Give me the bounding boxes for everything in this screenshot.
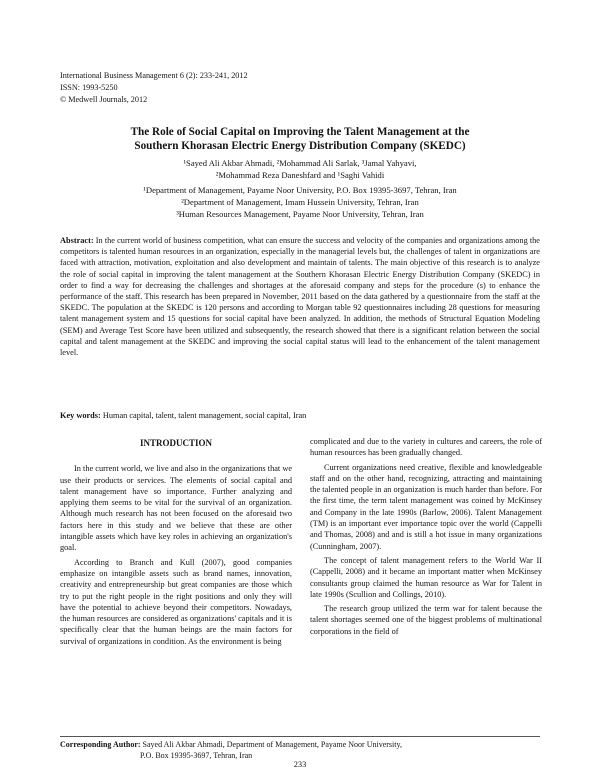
paper-title — [90, 125, 510, 153]
body-column-left — [60, 438, 292, 650]
abstract — [60, 235, 540, 358]
author-list — [90, 158, 510, 181]
corresponding-author-line-2: P.O. Box 19395-3697, Tehran, Iran — [140, 750, 253, 760]
journal-citation: International Business Management 6 (2): 233-241, 2012 — [60, 71, 248, 80]
author-line-1: ¹Sayed Ali Akbar Ahmadi, ²Mohammad Ali Sarlak, ³Jamal Yahyavi, — [183, 158, 417, 168]
abstract-text: In the current world of business competition, what can ensure the success and velocity of the companies and organizations among the competitors is talented human resources in an organization, especially in the managerial levels but, the challenges of talent in organizations are faced with attraction, motivation, exploitation and also development and maintain of talents. The main objective of this research is to analyze the role of social capital in improving the talent management at the Southern Khorasan Electric Energy Distribution Company (SKEDC) in order to find a way for decreasing the challenges and shortages at the aforesaid company and steps for the procedure (s) to enhance the performance of the staff. This research has been prepared in November, 2011 based on the data gathered by a questionnaire from the staff at the SKEDC. The population at the SKEDC is 120 persons and according to Morgan table 92 questionnaires including 28 questions for measuring talent management system and 15 questions for social capital have been analyzed. In addition, the methods of Structural Equation Modeling (SEM) and Average Test Score have been utilized and subsequently, the research showed that there is a significant relation between the social capital and talent management at the SKEDC and improving the social capital status will lead to the enhancement of the talent management level. — [60, 236, 540, 358]
affiliations — [90, 184, 510, 220]
affiliation-2: ²Department of Management, Imam Hussein University, Tehran, Iran — [181, 197, 419, 207]
journal-info — [60, 70, 248, 106]
corresponding-author-label: Corresponding Author: — [60, 740, 141, 749]
body-column-right — [310, 436, 542, 640]
author-line-2: ²Mohammad Reza Daneshfard and ¹Saghi Vahidi — [215, 169, 385, 180]
paper-title-line-1: The Role of Social Capital on Improving the Talent Management at the — [130, 126, 470, 138]
journal-issn: ISSN: 1993-5250 — [60, 83, 118, 92]
keywords-label: Key words: — [60, 411, 101, 420]
body-paragraph: According to Branch and Kull (2007), good companies emphasize on intangible assets such as brand names, innovation, creativity and entrepreneurship but great companies are those which try to put the right people in the right positions and only they will have the potential to achieve beyond their competitors. Nowadays, the human resources are considered as organizations' capitals and it is specifically clear that the human beings are the main factors for survival of organizations in condition. As the environment is being — [60, 557, 292, 646]
section-heading-introduction: INTRODUCTION — [139, 438, 212, 448]
body-paragraph: The research group utilized the term war for talent because the talent shortages seemed one of the biggest problems of multinational corporations in the field of — [310, 604, 542, 636]
corresponding-author — [60, 740, 540, 761]
journal-copyright: © Medwell Journals, 2012 — [60, 95, 148, 104]
body-paragraph: In the current world, we live and also in the organizations that we use their products or services. The elements of social capital and talent management have so importance. Further analyzing and applying them seems to be vital for the survival of an organization. Although much research has not been focused on the aforesaid two factors here in this study and we believe that these are other intangible assets which have key roles in achieving an organization's goal. — [60, 464, 292, 553]
body-paragraph: complicated and due to the variety in cultures and careers, the role of human resources has been gradually changed. — [310, 437, 542, 458]
keywords — [60, 410, 540, 421]
corresponding-author-line-1: Sayed Ali Akbar Ahmadi, Department of Management, Payame Noor University, — [142, 740, 402, 749]
paper-title-line-2: Southern Khorasan Electric Energy Distribution Company (SKEDC) — [134, 140, 466, 152]
abstract-label: Abstract: — [60, 236, 94, 245]
keywords-text: Human capital, talent, talent management, social capital, Iran — [102, 411, 307, 420]
body-paragraph: The concept of talent management refers to the World War II (Cappelli, 2008) and it became an important matter when McKinsey consultants group claimed the human resource as War for Talent in late 1990s (Scullion and Collings, 2010). — [310, 555, 542, 599]
affiliation-1: ¹Department of Management, Payame Noor University, P.O. Box 19395-3697, Tehran, Iran — [143, 185, 457, 195]
page-number: 233 — [293, 760, 307, 769]
footer-divider — [60, 736, 540, 737]
affiliation-3: ³Human Resources Management, Payame Noor University, Tehran, Iran — [176, 209, 424, 219]
body-paragraph: Current organizations need creative, flexible and knowledgeable staff and on the other hand, recognizing, attracting and maintaining the talented people in an organization is much harder than before. For the first time, the term talent management was coined by McKinsey and Company in the late 1990s (Barlow, 2006). Talent Management (TM) is an important ever importance topic over the world (Cappelli and Thomas, 2008) and and is still a hot issue in many organizations (Cunningham, 2007). — [310, 462, 542, 551]
